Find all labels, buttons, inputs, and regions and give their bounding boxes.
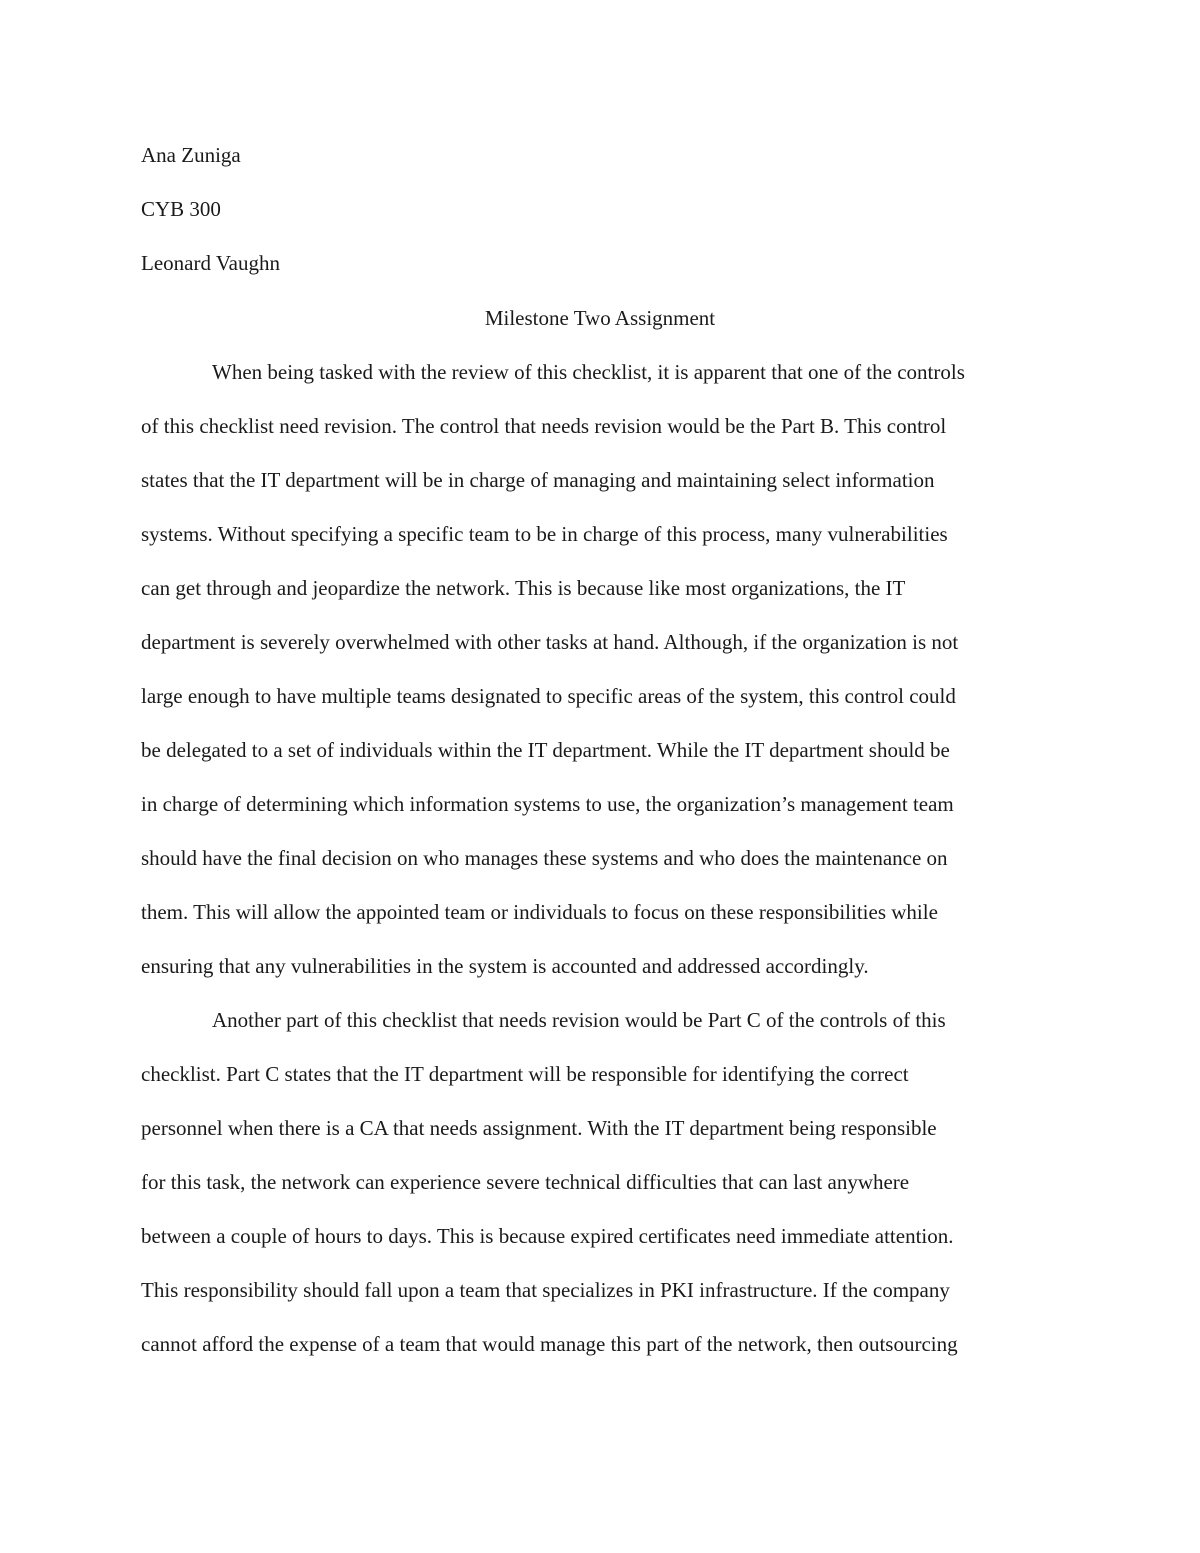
paragraph-line: can get through and jeopardize the network. This is because like most organizations, the IT	[141, 576, 906, 600]
paragraph-line: them. This will allow the appointed team or individuals to focus on these responsibilities while	[141, 900, 938, 924]
paragraph-line: Another part of this checklist that needs revision would be Part C of the controls of this	[212, 1008, 946, 1032]
paragraph-line: large enough to have multiple teams designated to specific areas of the system, this control could	[141, 684, 956, 708]
paragraph-line: When being tasked with the review of this checklist, it is apparent that one of the controls	[212, 360, 965, 384]
paragraph-line: be delegated to a set of individuals within the IT department. While the IT department should be	[141, 738, 950, 762]
author-name: Ana Zuniga	[141, 143, 241, 167]
paragraph-line: cannot afford the expense of a team that would manage this part of the network, then outsourcing	[141, 1332, 958, 1356]
paragraph-line: checklist. Part C states that the IT department will be responsible for identifying the correct	[141, 1062, 909, 1086]
paragraph-line: in charge of determining which information systems to use, the organization’s management team	[141, 792, 954, 816]
paragraph-line: between a couple of hours to days. This is because expired certificates need immediate attention.	[141, 1224, 954, 1248]
paragraph-line: ensuring that any vulnerabilities in the system is accounted and addressed accordingly.	[141, 954, 869, 978]
paragraph-line: personnel when there is a CA that needs assignment. With the IT department being responsible	[141, 1116, 937, 1140]
paragraph-line: This responsibility should fall upon a team that specializes in PKI infrastructure. If the company	[141, 1278, 950, 1302]
paragraph-line: department is severely overwhelmed with other tasks at hand. Although, if the organization is not	[141, 630, 959, 654]
paragraph-line: states that the IT department will be in charge of managing and maintaining select information	[141, 468, 935, 492]
document-title: Milestone Two Assignment	[484, 306, 716, 330]
paragraph-line: of this checklist need revision. The control that needs revision would be the Part B. This control	[141, 414, 947, 438]
paragraph-line: systems. Without specifying a specific team to be in charge of this process, many vulnerabilities	[141, 522, 948, 546]
paragraph-line: for this task, the network can experience severe technical difficulties that can last anywhere	[141, 1170, 910, 1194]
course-code: CYB 300	[141, 197, 221, 221]
paragraph-line: should have the final decision on who manages these systems and who does the maintenance on	[141, 846, 948, 870]
instructor-name: Leonard Vaughn	[141, 251, 280, 275]
